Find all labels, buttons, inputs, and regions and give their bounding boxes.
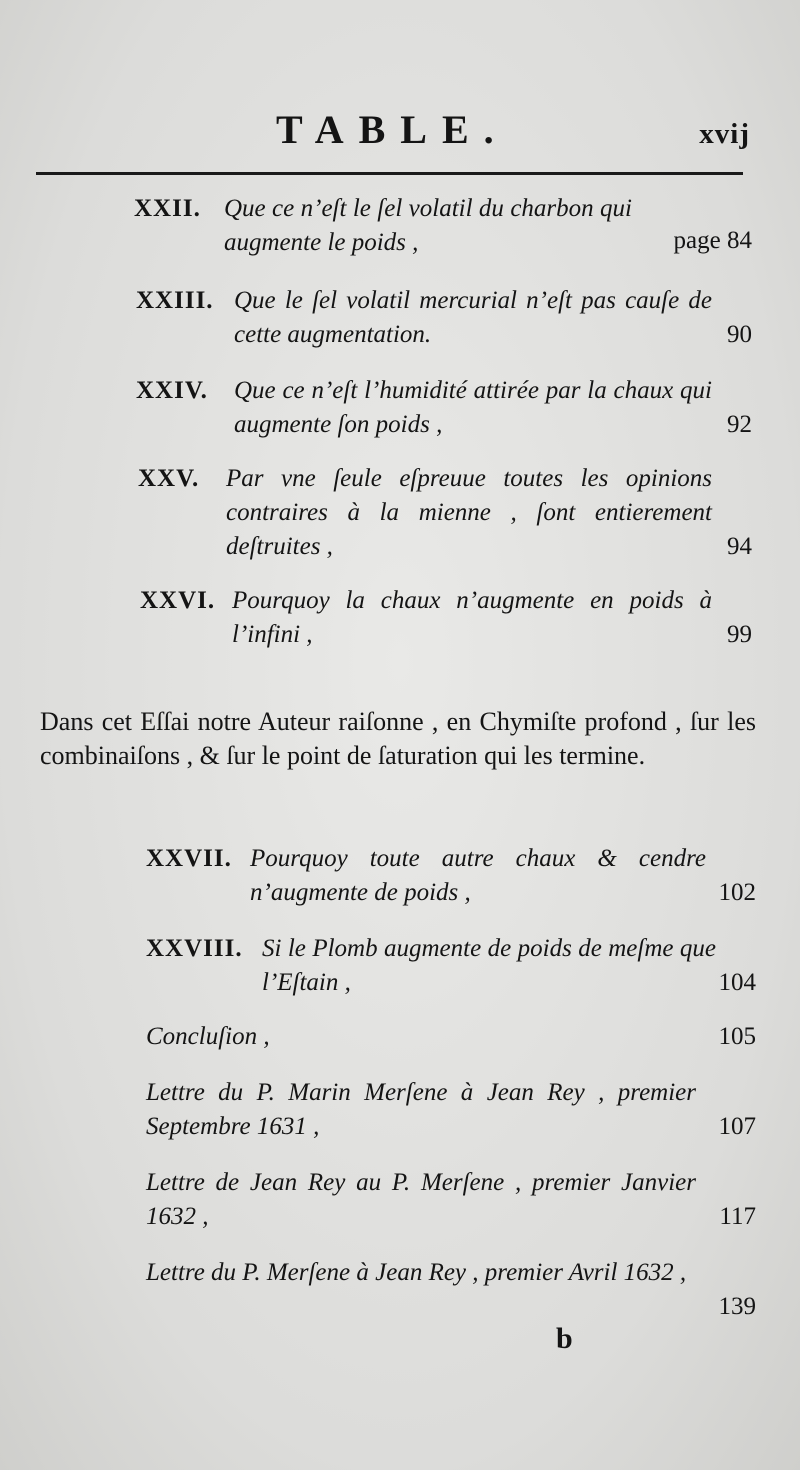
entry-text: Que ce n’eſt l’humidité attirée par la chaux qui augmente ſon poids , bbox=[234, 377, 712, 438]
entry-text: Lettre de Jean Rey au P. Merſene , premier Janvier 1632 , bbox=[146, 1169, 696, 1230]
entry-number: XXVI. bbox=[140, 587, 216, 614]
toc-entry bbox=[138, 462, 752, 564]
entry-page: 105 bbox=[718, 1023, 756, 1050]
toc-entry bbox=[140, 584, 752, 652]
toc-entry bbox=[146, 1256, 756, 1324]
toc-entry bbox=[146, 932, 756, 1000]
entry-text: Lettre du P. Marin Merſene à Jean Rey , premier Septembre 1631 , bbox=[146, 1079, 696, 1140]
entry-page: 139 bbox=[718, 1293, 756, 1320]
toc-entry bbox=[136, 284, 752, 352]
entry-number: XXIII. bbox=[136, 287, 214, 314]
entry-text: Pourquoy la chaux n’augmente en poids à l’infini , bbox=[232, 587, 712, 648]
toc-list bbox=[0, 842, 800, 1324]
header-rule bbox=[36, 172, 743, 175]
toc-entry bbox=[146, 842, 756, 910]
entry-text: Pourquoy toute autre chaux & cendre n’augmente de poids , bbox=[250, 845, 706, 906]
entry-text: Si le Plomb augmente de poids de meſme que l’Eſtain , bbox=[262, 935, 716, 996]
entry-number: XXIV. bbox=[136, 377, 208, 404]
entry-text: Concluſion , bbox=[146, 1023, 270, 1050]
entry-page: 94 bbox=[727, 533, 752, 560]
entry-text: Que ce n’eſt le ſel volatil du charbon qui augmente le poids , bbox=[224, 195, 632, 256]
entry-page: 99 bbox=[727, 621, 752, 648]
entry-page: 107 bbox=[718, 1113, 756, 1140]
entry-page: 90 bbox=[727, 321, 752, 348]
entry-page: page 84 bbox=[673, 227, 752, 254]
entry-number: XXII. bbox=[134, 195, 201, 222]
entry-text: Par vne ſeule eſpreuue toutes les opinions contraires à la mienne , ſont entierement deſtruites , bbox=[226, 465, 712, 560]
toc-entry bbox=[146, 1076, 756, 1144]
toc-list bbox=[0, 192, 800, 652]
entry-page: 104 bbox=[718, 969, 756, 996]
editor-note: Dans cet Eſſai notre Auteur raiſonne , en Chymiſte profond , ſur les combinaiſons , & ſur le point de ſaturation qui les termine. bbox=[40, 707, 756, 770]
entry-number: XXV. bbox=[138, 465, 200, 492]
entry-page: 117 bbox=[719, 1203, 756, 1230]
toc-entry bbox=[146, 1166, 756, 1234]
page-title: TABLE. bbox=[276, 107, 509, 152]
signature-mark: b bbox=[556, 1322, 573, 1355]
toc-entry bbox=[136, 374, 752, 442]
entry-number: XXVII. bbox=[146, 845, 232, 872]
entry-text: Que le ſel volatil mercurial n’eſt pas cauſe de cette augmentation. bbox=[234, 287, 712, 348]
entry-page: 92 bbox=[727, 411, 752, 438]
entry-number: XXVIII. bbox=[146, 935, 243, 962]
running-head bbox=[0, 106, 800, 156]
toc-entry bbox=[146, 1020, 756, 1054]
entry-page: 102 bbox=[718, 879, 756, 906]
page-folio: xvij bbox=[699, 118, 750, 150]
entry-text: Lettre du P. Merſene à Jean Rey , premier Avril 1632 , bbox=[146, 1259, 687, 1286]
toc-entry bbox=[134, 192, 752, 258]
